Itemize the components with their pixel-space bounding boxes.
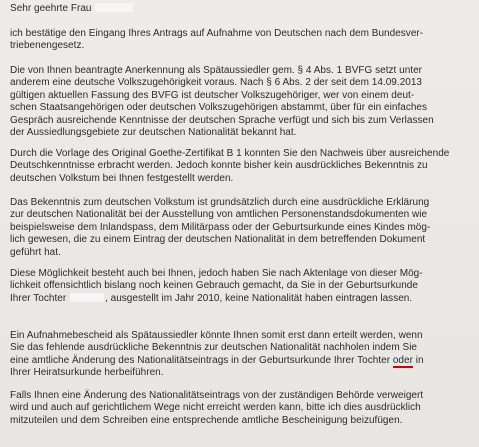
text-fragment: in xyxy=(412,354,424,366)
paragraph-6 xyxy=(10,330,474,380)
redacted-name xyxy=(70,293,104,302)
text-line: Durch die Vorlage des Original Goethe-Zertifikat B 1 konnten Sie den Nachweis über ausreichende xyxy=(10,148,450,159)
text-line: der Aussiedlungsgebiete zur deutschen Nationalität bekannt hat. xyxy=(10,126,297,138)
text-fragment: eine amtliche Änderung des Nationalitätseintrags in der Geburtsurkunde Ihrer Tochter xyxy=(10,354,393,366)
text-line: ich bestätige den Eingang Ihres Antrags auf Aufnahme von Deutschen nach dem Bundesver- xyxy=(10,28,424,39)
underlined-word: oder xyxy=(392,354,413,366)
text-line: Sie das fehlende ausdrückliche Bekenntnis zur deutschen Nationalität nachholen indem Sie xyxy=(10,342,418,354)
text-line: beispielsweise dem Inlandspass, dem Militärpass oder der Geburtsurkunde eines Kindes mög- xyxy=(10,221,431,233)
paragraph-5 xyxy=(10,268,474,305)
text-line: schen Staatsangehörigen oder deutschen Volkszugehörigen abstammt, über für ein einfaches xyxy=(10,102,428,114)
text-line xyxy=(10,293,474,305)
redacted-name xyxy=(95,3,133,12)
text-line: Das Bekenntnis zum deutschen Volkstum ist grundsätzlich durch eine ausdrückliche Erklärung xyxy=(10,197,430,208)
text-line: deutschen Volkstum bei Ihnen festgestellt werden. xyxy=(10,172,234,184)
text-line xyxy=(10,355,474,367)
text-fragment: , ausgestellt im Jahr 2010, keine Nationalität haben eintragen lassen. xyxy=(105,292,413,304)
text-line: Diese Möglichkeit besteht auch bei Ihnen, jedoch haben Sie nach Aktenlage von dieser Mög- xyxy=(10,268,423,279)
salutation xyxy=(10,3,474,15)
text-fragment: Ihrer Tochter xyxy=(10,292,67,304)
text-line: Ihrer Heiratsurkunde herbeiführen. xyxy=(10,367,164,379)
text-line: Deutschkenntnisse erbracht werden. Jedoch konnte bisher kein ausdrückliches Bekenntnis zu xyxy=(10,160,428,172)
text-line: gültigen aktuellen Fassung des BVFG ist deutscher Volkszugehöriger, wer von einem deut- xyxy=(10,89,415,101)
paragraph-1 xyxy=(10,28,474,53)
text-line: lich gewesen, die zu einem Eintrag der deutschen Nationalität in dem betreffenden Dokument xyxy=(10,234,426,246)
text-line: Falls Ihnen eine Änderung des Nationalitätseintrags von der zuständigen Behörde verweigert xyxy=(10,390,424,401)
text-line: Ein Aufnahmebescheid als Spätaussiedler könnte Ihnen somit erst dann erteilt werden, wenn xyxy=(10,330,423,341)
text-line: geführt hat. xyxy=(10,246,61,258)
paragraph-3 xyxy=(10,148,474,185)
text-line: zur deutschen Nationalität bei der Ausstellung von amtlichen Personenstandsdokumenten wie xyxy=(10,209,428,221)
text-line: triebenengesetz. xyxy=(10,40,85,52)
text-line: lichkeit offensichtlich bislang noch keinen Gebrauch gemacht, da Sie in der Geburtsurkunde xyxy=(10,280,418,292)
paragraph-4 xyxy=(10,197,474,259)
paragraph-2 xyxy=(10,65,474,139)
text-line: anderem eine deutsche Volkszugehörigkeit voraus. Nach § 6 Abs. 2 der seit dem 14.09.2013 xyxy=(10,77,423,89)
paragraph-7 xyxy=(10,390,474,427)
text-line: Die von Ihnen beantragte Anerkennung als Spätaussiedler gem. § 4 Abs. 1 BVFG setzt unter xyxy=(10,65,423,76)
text-line: Gespräch ausreichende Kenntnisse der deutschen Sprache verfügt und sich bis zum Verlassen xyxy=(10,114,434,126)
salutation-text: Sehr geehrte Frau xyxy=(10,3,92,14)
text-line: wird und auch auf gerichtlichem Wege nicht erreicht werden kann, bitte ich dies ausdrücklich xyxy=(10,402,421,414)
text-line: mitzuteilen und dem Schreiben eine entsprechende amtliche Bescheinigung beizufügen. xyxy=(10,414,403,426)
